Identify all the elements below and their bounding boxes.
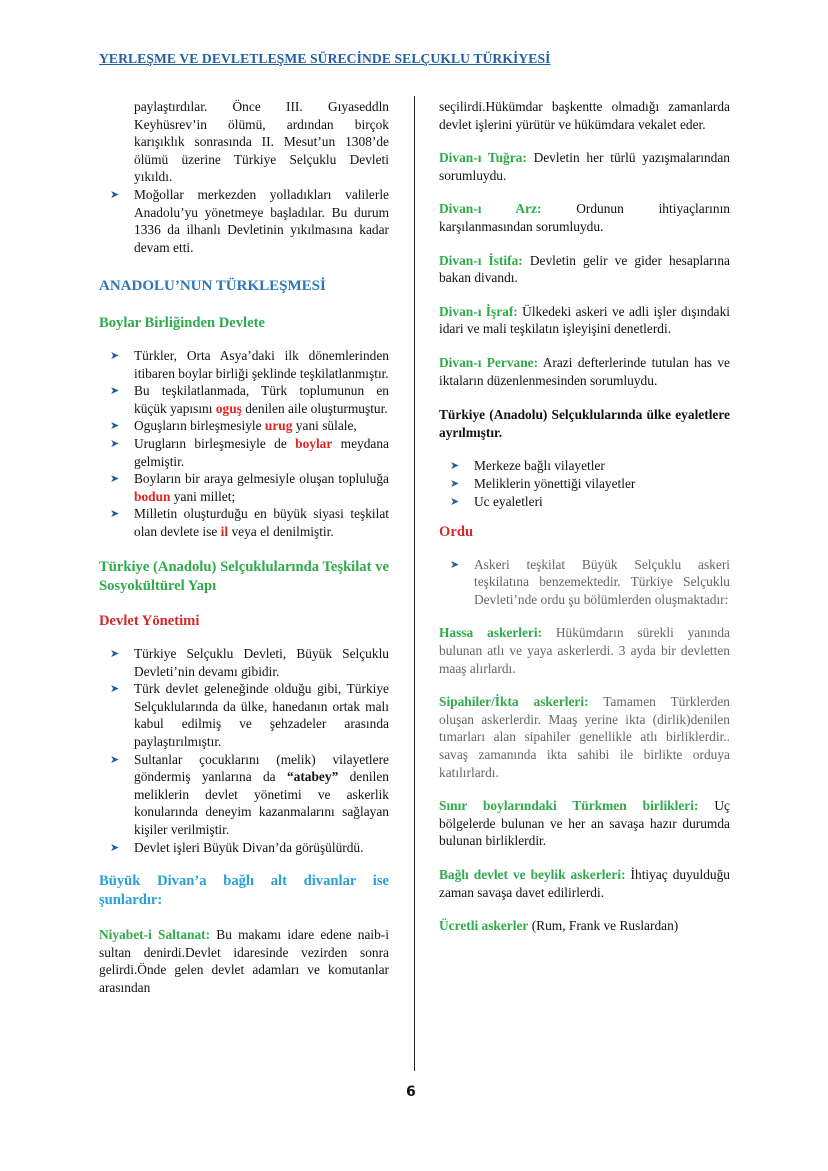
list-item: ➤ Devlet işleri Büyük Divan’da görüşülürdü. (110, 839, 364, 855)
divan-pervane: Divan-ı Pervane: Arazi defterlerinde tutulan has ve iktaların düzenlenmesinden sorumluydu. (439, 354, 730, 388)
list-item: ➤ Türkler, Orta Asya’daki ilk dönemlerinden itibaren boylar birliği şeklinde teşkilatlanmıştır. (110, 347, 389, 381)
term-bodun: bodun (134, 488, 171, 504)
eyalet-list (439, 457, 730, 510)
arrow-bullet-icon: ➤ (110, 752, 120, 766)
section-heading-teskilat: Türkiye (Anadolu) Selçuklularında Teşkilat ve Sosyokültürel Yapı (99, 559, 389, 595)
section-heading-devlet-yonetimi: Devlet Yönetimi (99, 613, 200, 630)
list-item: ➤ Merkeze bağlı vilayetler (450, 458, 605, 474)
arrow-bullet-icon: ➤ (110, 436, 120, 450)
divan-arz: Divan-ı Arz: Ordunun ihtiyaçlarının karşılanmasından sorumluydu. (439, 201, 730, 234)
arrow-bullet-icon: ➤ (110, 647, 120, 661)
arrow-bullet-icon: ➤ (110, 187, 120, 201)
arrow-bullet-icon: ➤ (110, 507, 120, 521)
boylar-list (99, 347, 389, 541)
niyabet-paragraph: Niyabet-i Saltanat: Bu makamı idare edene naib-i sultan denirdi.Devlet idaresinde vezirden sonra gelirdi.Önde gelen devlet adamları ve komutanlar arasından (99, 927, 389, 995)
section-heading-buyuk-divan: Büyük Divan’a bağlı alt divanlar ise şunlardır: (99, 873, 389, 909)
mogol-list (99, 186, 389, 256)
arrow-bullet-icon: ➤ (110, 472, 120, 486)
list-item: ➤ Uc eyaletleri (450, 493, 543, 509)
list-item: ➤ Urugların birleşmesiyle de boylar meydana gelmiştir. (110, 435, 389, 469)
list-item: ➤ Sultanlar çocuklarını (melik) vilayetlere göndermiş yanlarına da “atabey” denilen meliklerin devlet yönetimi ve askerlik konularında deneyim kazanmalarını sağlayan kişiler verilmiştir. (110, 751, 389, 837)
list-item: ➤ Bu teşkilatlanmada, Türk toplumunun en küçük yapısını oguş denilen aile oluşturmuştur. (110, 383, 389, 416)
section-heading-anadolu: ANADOLU’NUN TÜRKLEŞMESİ (99, 278, 326, 295)
eyalet-heading: Türkiye (Anadolu) Selçuklularında ülke eyaletlere ayrılmıştır. (439, 407, 730, 440)
divan-tugra: Divan-ı Tuğra: Devletin her türlü yazışmalarından sorumluydu. (439, 150, 730, 183)
list-item: ➤ Boyların bir araya gelmesiyle oluşan topluluğa bodun yani millet; (110, 471, 389, 504)
arrow-bullet-icon: ➤ (110, 419, 120, 433)
arrow-bullet-icon: ➤ (110, 840, 120, 854)
arrow-bullet-icon: ➤ (450, 476, 460, 490)
list-item: ➤ Askeri teşkilat Büyük Selçuklu askeri teşkilatına benzemektedir. Türkiye Selçuklu Devleti’nde ordu şu bölümlerden oluşmaktadır: (450, 556, 730, 607)
arrow-bullet-icon: ➤ (110, 348, 120, 362)
arrow-bullet-icon: ➤ (450, 459, 460, 473)
term-urug: urug (264, 418, 293, 434)
list-item: ➤ Meliklerin yönettiği vilayetler (450, 475, 636, 491)
column-divider (414, 96, 415, 1071)
section-heading-ordu: Ordu (439, 524, 474, 541)
page-header-title: YERLEŞME VE DEVLETLEŞME SÜRECİNDE SELÇUKLU TÜRKİYESİ (99, 51, 551, 66)
term-atabey: “atabey” (286, 769, 339, 785)
ucretli-paragraph: Ücretli askerler (Rum, Frank ve Ruslardan) (439, 918, 679, 934)
arrow-bullet-icon: ➤ (110, 384, 120, 398)
divan-istifa: Divan-ı İstifa: Devletin gelir ve gider hesaplarına bakan divandı. (439, 252, 730, 286)
sipahi-paragraph: Sipahiler/İkta askerleri: Tamamen Türklerden oluşan askerlerdir. Maaş yerine ikta (dirlik)denilen tımarları alan sipahiler genellikle atlı birliklerdir.. savaş zamanında ikta sahibi ile birlikte orduya katılırlardı. (439, 694, 730, 780)
arrow-bullet-icon: ➤ (110, 682, 120, 696)
list-item: ➤ Oguşların birleşmesiyle urug yani sülale, (110, 418, 357, 434)
page-number: 6 (406, 1084, 416, 1100)
left-column (99, 98, 389, 997)
right-column (439, 98, 730, 935)
list-item: ➤ Milletin oluşturduğu en büyük siyasi teşkilat olan devlete ise il veya el denilmiştir. (110, 506, 389, 539)
hassa-paragraph: Hassa askerleri: Hükümdarın sürekli yanında bulunan atlı ve yaya askerlerdi. 3 ayda bir devletten maaş alırlardı. (439, 625, 730, 676)
continued-paragraph: paylaştırdılar. Önce III. Gıyaseddln Keyhüsrev’in ölümü, ardından birçok karışıklık sonrasında II. Mesut’un 1308’de ölümü üzerine Türkiye Selçuklu Devleti yıkıldı. (134, 99, 389, 185)
list-item: ➤ Türk devlet geleneğinde olduğu gibi, Türkiye Selçuklularında da ülke, hanedanın ortak malı kabul edilmiş ve şehzadeler arasında paylaştırılmıştır. (110, 681, 389, 750)
bagli-paragraph: Bağlı devlet ve beylik askerleri: İhtiyaç duyulduğu zaman savaşa davet edilirlerdi. (439, 867, 730, 900)
arrow-bullet-icon: ➤ (450, 494, 460, 508)
term-boylar: boylar (295, 435, 333, 451)
niyabet-label: Niyabet-i Saltanat: (99, 927, 211, 943)
list-item: ➤ Moğollar merkezden yolladıkları valilerle Anadolu’yu yönetmeye başladılar. Bu durum 1336 da ilhanlı Devletinin yıkılmasına kadar devam etti. (110, 186, 389, 255)
list-item: ➤ Türkiye Selçuklu Devleti, Büyük Selçuklu Devleti’nin devamı gibidir. (110, 646, 389, 679)
divan-israf: Divan-ı İşraf: Ülkedeki askeri ve adli işler dışındaki idari ve mali teşkilatın işleyişini denetlerdi. (439, 303, 730, 337)
arrow-bullet-icon: ➤ (450, 557, 460, 571)
ordu-list (439, 556, 730, 609)
term-il: il (220, 523, 229, 539)
section-heading-boylar: Boylar Birliğinden Devlete (99, 314, 265, 331)
devlet-list (99, 645, 389, 856)
continued-paragraph-right: seçilirdi.Hükümdar başkentte olmadığı zamanlarda devlet işlerini yürütür ve hükümdara vekalet eder. (439, 99, 730, 132)
term-oguş: oguş (215, 400, 242, 416)
sinir-paragraph: Sınır boylarındaki Türkmen birlikleri: Uç bölgelerde bulunan ve her an savaşa hazır durumda bulunan birliklerdir. (439, 798, 730, 849)
